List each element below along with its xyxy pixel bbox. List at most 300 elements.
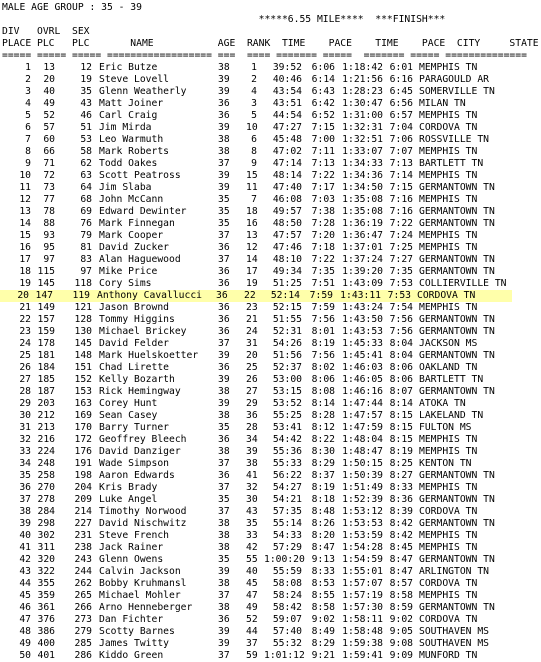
div-place-cell: 48 <box>19 626 31 637</box>
div-place-cell: 6 <box>25 122 31 133</box>
table-row <box>2 242 541 254</box>
split-rank-cell: 59 <box>246 650 258 661</box>
age-cell: 38 <box>218 530 230 541</box>
split-pace-cell: 9:02 <box>311 614 335 625</box>
div-place-cell: 43 <box>19 566 31 577</box>
age-cell: 38 <box>218 146 230 157</box>
div-place-cell: 33 <box>19 446 31 457</box>
split-rank-cell: 37 <box>246 638 258 649</box>
split-rank-cell: 47 <box>246 590 258 601</box>
split-rank-cell: 24 <box>246 326 258 337</box>
table-row <box>2 446 541 458</box>
finish-time-cell: 1:28:23 <box>342 86 383 97</box>
age-cell: 39 <box>218 398 230 409</box>
finish-time-cell: 1:21:56 <box>342 74 383 85</box>
finish-time-cell: 1:59:41 <box>342 650 383 661</box>
header-line-2: PLACE PLC PLC NAME AGE RANK TIME PACE TIME PACE CITY STATE <box>2 38 539 49</box>
age-cell: 36 <box>218 362 230 373</box>
finish-pace-cell: 7:56 <box>389 326 413 337</box>
split-rank-cell: 26 <box>246 374 258 385</box>
finish-pace-cell: 7:27 <box>389 254 413 265</box>
split-pace-cell: 7:11 <box>311 146 335 157</box>
finish-pace-cell: 8:06 <box>389 374 413 385</box>
table-row <box>2 218 541 230</box>
sex-place-cell: 97 <box>80 266 92 277</box>
split-pace-cell: 8:06 <box>311 374 335 385</box>
overall-place-cell: 157 <box>37 314 55 325</box>
table-row <box>2 206 541 218</box>
overall-place-cell: 187 <box>37 386 55 397</box>
city-state-cell: GERMANTOWN TN <box>419 182 495 193</box>
split-pace-cell: 8:30 <box>311 446 335 457</box>
runner-name-cell: Rick Hemingway <box>99 386 181 397</box>
city-state-cell: JACKSON MS <box>419 338 478 349</box>
overall-place-cell: 213 <box>37 422 55 433</box>
table-row <box>2 62 541 74</box>
table-row <box>2 554 541 566</box>
city-state-cell: MUNFORD TN <box>419 650 478 661</box>
sex-place-cell: 163 <box>74 398 92 409</box>
split-time-cell: 48:50 <box>272 218 302 229</box>
split-rank-cell: 17 <box>246 266 258 277</box>
split-pace-cell: 8:28 <box>311 410 335 421</box>
split-rank-cell: 4 <box>251 86 257 97</box>
overall-place-cell: 216 <box>37 434 55 445</box>
div-place-cell: 5 <box>25 110 31 121</box>
sex-place-cell: 198 <box>74 470 92 481</box>
sex-place-cell: 76 <box>80 218 92 229</box>
split-rank-cell: 27 <box>246 386 258 397</box>
age-cell: 37 <box>218 650 230 661</box>
age-cell: 36 <box>218 434 230 445</box>
div-place-cell: 35 <box>19 470 31 481</box>
finish-pace-cell: 7:06 <box>389 134 413 145</box>
city-state-cell: CORDOVA TN <box>417 290 476 301</box>
finish-time-cell: 1:46:16 <box>342 386 383 397</box>
split-time-cell: 53:41 <box>272 422 302 433</box>
table-row <box>2 350 541 362</box>
finish-pace-cell: 8:58 <box>389 590 413 601</box>
split-rank-cell: 10 <box>246 122 258 133</box>
finish-time-cell: 1:45:33 <box>342 338 383 349</box>
city-state-cell: GERMANTOWN TN <box>419 518 495 529</box>
age-cell: 35 <box>218 218 230 229</box>
city-state-cell: MEMPHIS TN <box>419 170 478 181</box>
split-time-cell: 39:52 <box>272 62 302 73</box>
city-state-cell: ARLINGTON TN <box>419 566 489 577</box>
div-place-cell: 41 <box>19 542 31 553</box>
div-place-cell: 15 <box>19 230 31 241</box>
city-state-cell: MEMPHIS TN <box>419 482 478 493</box>
age-cell: 39 <box>218 182 230 193</box>
sex-place-cell: 191 <box>74 458 92 469</box>
table-row <box>2 98 541 110</box>
runner-name-cell: Eric Butze <box>99 62 158 73</box>
finish-time-cell: 1:33:07 <box>342 146 383 157</box>
age-cell: 35 <box>218 194 230 205</box>
finish-time-cell: 1:18:42 <box>342 62 383 73</box>
div-place-cell: 29 <box>19 398 31 409</box>
city-state-cell: LAKELAND TN <box>419 410 484 421</box>
finish-pace-cell: 8:57 <box>389 578 413 589</box>
split-rank-cell: 15 <box>246 170 258 181</box>
div-place-cell: 8 <box>25 146 31 157</box>
sex-place-cell: 19 <box>80 74 92 85</box>
split-time-cell: 53:52 <box>272 398 302 409</box>
div-place-cell: 12 <box>19 194 31 205</box>
finish-pace-cell: 8:42 <box>389 530 413 541</box>
split-rank-cell: 28 <box>246 422 258 433</box>
overall-place-cell: 73 <box>43 182 55 193</box>
split-pace-cell: 7:17 <box>311 182 335 193</box>
sex-place-cell: 83 <box>80 254 92 265</box>
split-rank-cell: 55 <box>246 554 258 565</box>
runner-name-cell: Tommy Higgins <box>99 314 175 325</box>
split-pace-cell: 8:29 <box>311 458 335 469</box>
split-rank-cell: 18 <box>246 206 258 217</box>
finish-time-cell: 1:51:49 <box>342 482 383 493</box>
finish-time-cell: 1:50:15 <box>342 458 383 469</box>
div-place-cell: 40 <box>19 530 31 541</box>
div-place-cell: 31 <box>19 422 31 433</box>
finish-pace-cell: 7:22 <box>389 218 413 229</box>
sex-place-cell: 151 <box>74 362 92 373</box>
runner-name-cell: Jack Rainer <box>99 542 164 553</box>
split-time-cell: 48:14 <box>272 170 302 181</box>
overall-place-cell: 355 <box>37 578 55 589</box>
finish-time-cell: 1:37:01 <box>342 242 383 253</box>
city-state-cell: CORDOVA TN <box>419 122 478 133</box>
div-place-cell: 13 <box>19 206 31 217</box>
table-row <box>2 194 541 206</box>
finish-time-cell: 1:57:30 <box>342 602 383 613</box>
age-cell: 39 <box>218 170 230 181</box>
table-row <box>2 146 541 158</box>
age-cell: 39 <box>218 566 230 577</box>
overall-place-cell: 278 <box>37 494 55 505</box>
finish-pace-cell: 8:36 <box>389 494 413 505</box>
div-place-cell: 44 <box>19 578 31 589</box>
split-time-cell: 52:31 <box>272 326 302 337</box>
div-place-cell: 30 <box>19 410 31 421</box>
overall-place-cell: 159 <box>37 326 55 337</box>
split-rank-cell: 14 <box>246 254 258 265</box>
div-place-cell: 42 <box>19 554 31 565</box>
overall-place-cell: 270 <box>37 482 55 493</box>
finish-time-cell: 1:48:04 <box>342 434 383 445</box>
finish-pace-cell: 9:09 <box>389 650 413 661</box>
table-row <box>2 158 541 170</box>
city-state-cell: MEMPHIS TN <box>419 242 478 253</box>
split-pace-cell: 8:18 <box>311 494 335 505</box>
split-time-cell: 55:59 <box>272 566 302 577</box>
table-row <box>2 638 541 650</box>
split-rank-cell: 36 <box>246 410 258 421</box>
runner-name-cell: Jim Slaba <box>99 182 152 193</box>
split-time-cell: 47:27 <box>272 122 302 133</box>
finish-time-cell: 1:50:39 <box>342 470 383 481</box>
overall-place-cell: 40 <box>43 86 55 97</box>
split-rank-cell: 13 <box>246 230 258 241</box>
age-cell: 36 <box>218 470 230 481</box>
table-row <box>2 278 541 290</box>
city-state-cell: ATOKA TN <box>419 398 466 409</box>
age-cell: 38 <box>218 518 230 529</box>
overall-place-cell: 93 <box>43 230 55 241</box>
finish-pace-cell: 8:45 <box>389 542 413 553</box>
sex-place-cell: 243 <box>74 554 92 565</box>
runner-name-cell: Carl Craig <box>99 110 158 121</box>
sex-place-cell: 176 <box>74 446 92 457</box>
runner-name-cell: Michael Brickey <box>99 326 187 337</box>
div-place-cell: 18 <box>19 266 31 277</box>
finish-time-cell: 1:36:47 <box>342 230 383 241</box>
runner-name-cell: Wade Simpson <box>99 458 169 469</box>
finish-pace-cell: 7:54 <box>389 302 413 313</box>
finish-time-cell: 1:32:51 <box>342 134 383 145</box>
sex-place-cell: 58 <box>80 146 92 157</box>
age-cell: 36 <box>218 326 230 337</box>
split-time-cell: 52:15 <box>272 302 302 313</box>
runner-name-cell: Glenn Weatherly <box>99 86 187 97</box>
finish-pace-cell: 6:45 <box>389 86 413 97</box>
sex-place-cell: 214 <box>74 506 92 517</box>
runner-name-cell: Alan Haguewood <box>99 254 181 265</box>
age-cell: 39 <box>218 86 230 97</box>
split-rank-cell: 19 <box>246 278 258 289</box>
div-place-cell: 1 <box>25 62 31 73</box>
split-time-cell: 40:46 <box>272 74 302 85</box>
overall-place-cell: 302 <box>37 530 55 541</box>
age-cell: 37 <box>218 338 230 349</box>
header-line-1: DIV OVRL SEX <box>2 26 90 37</box>
split-time-cell: 54:26 <box>272 338 302 349</box>
finish-time-cell: 1:59:38 <box>342 638 383 649</box>
runner-name-cell: Mark Huelskoetter <box>99 350 199 361</box>
city-state-cell: GERMANTOWN TN <box>419 494 495 505</box>
sex-place-cell: 118 <box>74 278 92 289</box>
table-row <box>2 470 541 482</box>
runner-name-cell: David Nischwitz <box>99 518 187 529</box>
runner-name-cell: Edward Dewinter <box>99 206 187 217</box>
finish-pace-cell: 8:47 <box>389 554 413 565</box>
split-pace-cell: 8:08 <box>311 386 335 397</box>
split-pace-cell: 8:14 <box>311 398 335 409</box>
sex-place-cell: 152 <box>74 374 92 385</box>
overall-place-cell: 71 <box>43 158 55 169</box>
split-pace-cell: 6:42 <box>311 98 335 109</box>
runner-name-cell: Bobby Kruhmansl <box>99 578 187 589</box>
finish-time-cell: 1:43:50 <box>342 314 383 325</box>
table-row <box>2 506 541 518</box>
overall-place-cell: 57 <box>43 122 55 133</box>
split-rank-cell: 41 <box>246 470 258 481</box>
div-place-cell: 32 <box>19 434 31 445</box>
city-state-cell: MEMPHIS TN <box>419 542 478 553</box>
table-row <box>2 566 541 578</box>
split-rank-cell: 49 <box>246 602 258 613</box>
table-row <box>2 326 541 338</box>
sex-place-cell: 265 <box>74 590 92 601</box>
finish-pace-cell: 8:06 <box>389 362 413 373</box>
age-cell: 38 <box>218 386 230 397</box>
split-time-cell: 54:33 <box>272 530 302 541</box>
split-pace-cell: 7:03 <box>311 194 335 205</box>
finish-time-cell: 1:39:20 <box>342 266 383 277</box>
split-rank-cell: 43 <box>246 506 258 517</box>
age-cell: 36 <box>218 98 230 109</box>
finish-pace-cell: 8:27 <box>389 470 413 481</box>
overall-place-cell: 95 <box>43 242 55 253</box>
split-rank-cell: 7 <box>251 194 257 205</box>
split-rank-cell: 25 <box>246 362 258 373</box>
sex-place-cell: 128 <box>74 314 92 325</box>
runner-name-cell: John McCann <box>99 194 164 205</box>
div-place-cell: 2 <box>25 74 31 85</box>
age-group-title: MALE AGE GROUP : 35 - 39 <box>2 2 142 13</box>
finish-time-cell: 1:43:53 <box>342 326 383 337</box>
div-place-cell: 19 <box>19 278 31 289</box>
finish-pace-cell: 8:42 <box>389 518 413 529</box>
finish-time-cell: 1:54:28 <box>342 542 383 553</box>
sex-place-cell: 266 <box>74 602 92 613</box>
split-pace-cell: 7:38 <box>311 206 335 217</box>
table-row <box>2 122 541 134</box>
runner-name-cell: Matt Joiner <box>99 98 164 109</box>
overall-place-cell: 115 <box>37 266 55 277</box>
split-rank-cell: 40 <box>246 566 258 577</box>
div-place-cell: 28 <box>19 386 31 397</box>
finish-pace-cell: 7:13 <box>389 158 413 169</box>
div-place-cell: 7 <box>25 134 31 145</box>
city-state-cell: MEMPHIS TN <box>419 590 478 601</box>
finish-pace-cell: 8:14 <box>389 398 413 409</box>
runner-name-cell: Anthony Cavallucci <box>97 290 202 301</box>
city-state-cell: MEMPHIS TN <box>419 110 478 121</box>
split-time-cell: 52:37 <box>272 362 302 373</box>
runner-name-cell: Mark Cooper <box>99 230 164 241</box>
div-place-cell: 20 <box>17 290 29 301</box>
div-place-cell: 17 <box>19 254 31 265</box>
runner-name-cell: Luke Angel <box>99 494 158 505</box>
overall-place-cell: 212 <box>37 410 55 421</box>
city-state-cell: MEMPHIS TN <box>419 446 478 457</box>
div-place-cell: 45 <box>19 590 31 601</box>
city-state-cell: GERMANTOWN TN <box>419 602 495 613</box>
split-time-cell: 55:32 <box>272 638 302 649</box>
age-cell: 36 <box>218 278 230 289</box>
split-rank-cell: 44 <box>246 626 258 637</box>
split-rank-cell: 23 <box>246 302 258 313</box>
split-pace-cell: 6:06 <box>311 62 335 73</box>
split-time-cell: 45:48 <box>272 134 302 145</box>
table-row <box>2 314 541 326</box>
split-pace-cell: 7:59 <box>309 290 333 301</box>
split-time-cell: 49:34 <box>272 266 302 277</box>
runner-name-cell: Mike Price <box>99 266 158 277</box>
city-state-cell: CORDOVA TN <box>419 578 478 589</box>
div-place-cell: 50 <box>19 650 31 661</box>
table-row <box>2 650 541 662</box>
city-state-cell: MEMPHIS TN <box>419 302 478 313</box>
finish-pace-cell: 9:05 <box>389 626 413 637</box>
finish-pace-cell: 7:16 <box>389 206 413 217</box>
finish-pace-cell: 6:16 <box>389 74 413 85</box>
split-time-cell: 48:10 <box>272 254 302 265</box>
split-pace-cell: 9:21 <box>311 650 335 661</box>
table-row <box>2 482 541 494</box>
split-pace-cell: 7:56 <box>311 350 335 361</box>
div-place-cell: 24 <box>19 338 31 349</box>
div-place-cell: 9 <box>25 158 31 169</box>
split-pace-cell: 8:49 <box>311 626 335 637</box>
split-time-cell: 59:07 <box>272 614 302 625</box>
finish-time-cell: 1:54:59 <box>342 554 383 565</box>
table-row <box>2 530 541 542</box>
runner-name-cell: Scott Peatross <box>99 170 181 181</box>
sex-place-cell: 69 <box>80 206 92 217</box>
sex-place-cell: 64 <box>80 182 92 193</box>
split-pace-cell: 8:53 <box>311 578 335 589</box>
sex-place-cell: 169 <box>74 410 92 421</box>
split-time-cell: 55:14 <box>272 518 302 529</box>
table-row <box>2 578 541 590</box>
city-state-cell: COLLIERVILLE TN <box>419 278 507 289</box>
table-row <box>2 266 541 278</box>
overall-place-cell: 149 <box>37 302 55 313</box>
split-pace-cell: 6:43 <box>311 86 335 97</box>
finish-time-cell: 1:34:50 <box>342 182 383 193</box>
finish-pace-cell: 8:25 <box>389 458 413 469</box>
city-state-cell: CORDOVA TN <box>419 614 478 625</box>
sex-place-cell: 119 <box>72 290 90 301</box>
table-row <box>2 494 541 506</box>
split-pace-cell: 7:00 <box>311 134 335 145</box>
split-pace-cell: 7:22 <box>311 170 335 181</box>
split-time-cell: 55:25 <box>272 410 302 421</box>
table-row <box>2 602 541 614</box>
split-pace-cell: 6:14 <box>311 74 335 85</box>
split-pace-cell: 7:20 <box>311 230 335 241</box>
div-place-cell: 38 <box>19 506 31 517</box>
age-cell: 35 <box>218 206 230 217</box>
age-cell: 38 <box>218 602 230 613</box>
table-row-highlighted <box>0 290 512 302</box>
runner-name-cell: Leo Warmuth <box>99 134 164 145</box>
overall-place-cell: 88 <box>43 218 55 229</box>
table-row <box>2 434 541 446</box>
split-time-cell: 51:56 <box>272 350 302 361</box>
results-table <box>2 62 541 662</box>
runner-name-cell: David Danziger <box>99 446 181 457</box>
sex-place-cell: 204 <box>74 482 92 493</box>
split-rank-cell: 16 <box>246 218 258 229</box>
overall-place-cell: 185 <box>37 374 55 385</box>
split-pace-cell: 8:26 <box>311 518 335 529</box>
div-place-cell: 36 <box>19 482 31 493</box>
runner-name-cell: Sean Casey <box>99 410 158 421</box>
overall-place-cell: 52 <box>43 110 55 121</box>
overall-place-cell: 203 <box>37 398 55 409</box>
table-row <box>2 134 541 146</box>
finish-time-cell: 1:36:19 <box>342 218 383 229</box>
overall-place-cell: 77 <box>43 194 55 205</box>
finish-pace-cell: 8:15 <box>389 410 413 421</box>
finish-time-cell: 1:34:36 <box>342 170 383 181</box>
finish-pace-cell: 7:53 <box>387 290 411 301</box>
sex-place-cell: 273 <box>74 614 92 625</box>
finish-pace-cell: 7:56 <box>389 314 413 325</box>
